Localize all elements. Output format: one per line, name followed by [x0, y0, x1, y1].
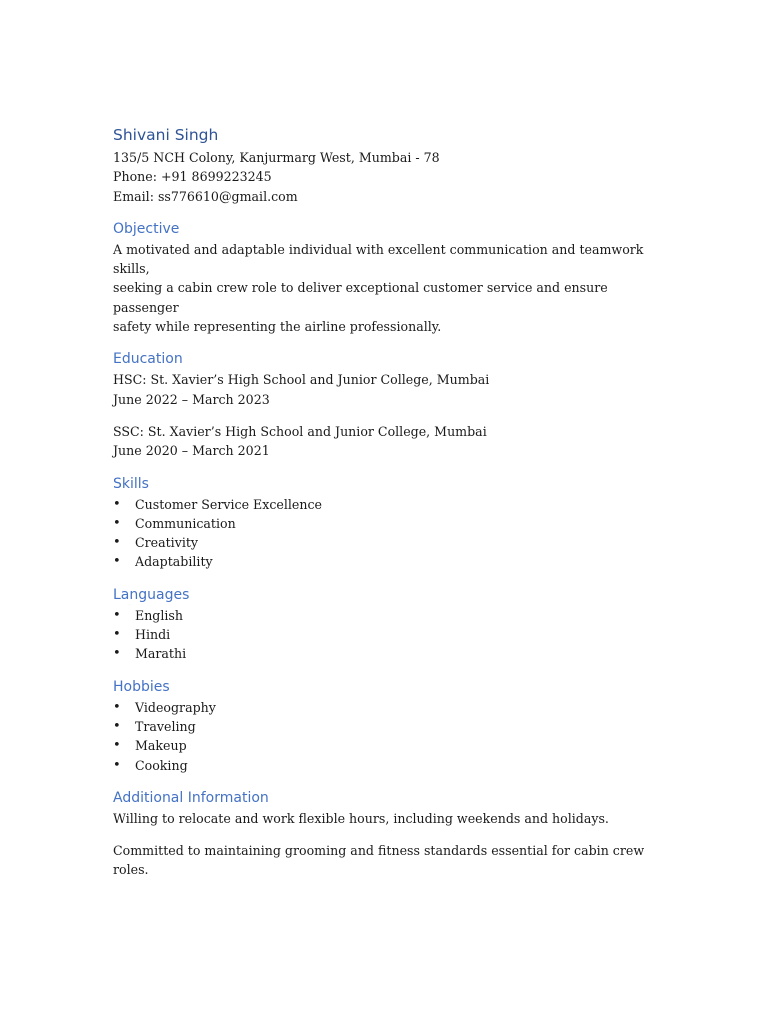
hobbies-heading: Hobbies	[113, 678, 170, 695]
skills-list	[113, 495, 673, 572]
objective-text	[113, 240, 673, 336]
language-item	[113, 625, 673, 644]
language-label: English	[135, 607, 183, 623]
language-item	[113, 606, 673, 625]
skill-label: Communication	[135, 515, 236, 531]
bullet-icon: •	[113, 496, 121, 512]
skill-item	[113, 552, 673, 571]
skill-item	[113, 514, 673, 533]
email-line: Email: ss776610@gmail.com	[113, 188, 298, 204]
additional-info-paragraph: Committed to maintaining grooming and fitness standards essential for cabin crew roles.	[113, 843, 645, 878]
additional-info-heading: Additional Information	[113, 789, 269, 806]
bullet-icon: •	[113, 738, 121, 754]
education-entry	[113, 422, 673, 461]
bullet-icon: •	[113, 718, 121, 734]
resume-content	[113, 124, 673, 893]
skill-item	[113, 495, 673, 514]
hobby-label: Traveling	[135, 718, 196, 734]
candidate-name: Shivani Singh	[113, 126, 219, 144]
objective-line: A motivated and adaptable individual with excellent communication and teamwork skills,	[113, 241, 644, 277]
language-label: Hindi	[135, 627, 171, 643]
bullet-icon: •	[113, 607, 121, 623]
bullet-icon: •	[113, 627, 121, 643]
education-dates: June 2020 – March 2021	[113, 443, 270, 459]
phone-line: Phone: +91 8699223245	[113, 169, 272, 185]
education-school: HSC: St. Xavier’s High School and Junior College, Mumbai	[113, 372, 490, 388]
education-list	[113, 370, 673, 460]
skills-heading: Skills	[113, 475, 149, 492]
language-label: Marathi	[135, 646, 187, 662]
bullet-icon: •	[113, 757, 121, 773]
objective-line: safety while representing the airline professionally.	[113, 319, 442, 335]
bullet-icon: •	[113, 554, 121, 570]
hobby-item	[113, 756, 673, 775]
hobby-label: Videography	[135, 699, 216, 715]
objective-heading: Objective	[113, 220, 180, 237]
language-item	[113, 644, 673, 663]
address-line: 135/5 NCH Colony, Kanjurmarg West, Mumbai - 78	[113, 150, 440, 165]
hobby-item	[113, 736, 673, 755]
education-heading: Education	[113, 351, 183, 368]
bullet-icon: •	[113, 646, 121, 662]
hobbies-list	[113, 698, 673, 775]
additional-info-paragraph: Willing to relocate and work flexible hours, including weekends and holidays.	[113, 810, 609, 826]
education-school: SSC: St. Xavier’s High School and Junior College, Mumbai	[113, 423, 487, 439]
skill-label: Adaptability	[135, 554, 213, 570]
skill-label: Creativity	[135, 535, 199, 551]
bullet-icon: •	[113, 699, 121, 715]
skill-item	[113, 533, 673, 552]
hobby-label: Makeup	[135, 738, 187, 754]
hobby-item	[113, 717, 673, 736]
education-entry	[113, 370, 673, 409]
objective-line: seeking a cabin crew role to deliver exceptional customer service and ensure passenger	[113, 280, 608, 315]
hobby-item	[113, 698, 673, 717]
education-dates: June 2022 – March 2023	[113, 391, 270, 407]
languages-heading: Languages	[113, 586, 190, 603]
languages-list	[113, 606, 673, 664]
skill-label: Customer Service Excellence	[135, 496, 322, 512]
hobby-label: Cooking	[135, 757, 188, 773]
bullet-icon: •	[113, 515, 121, 531]
bullet-icon: •	[113, 535, 121, 551]
